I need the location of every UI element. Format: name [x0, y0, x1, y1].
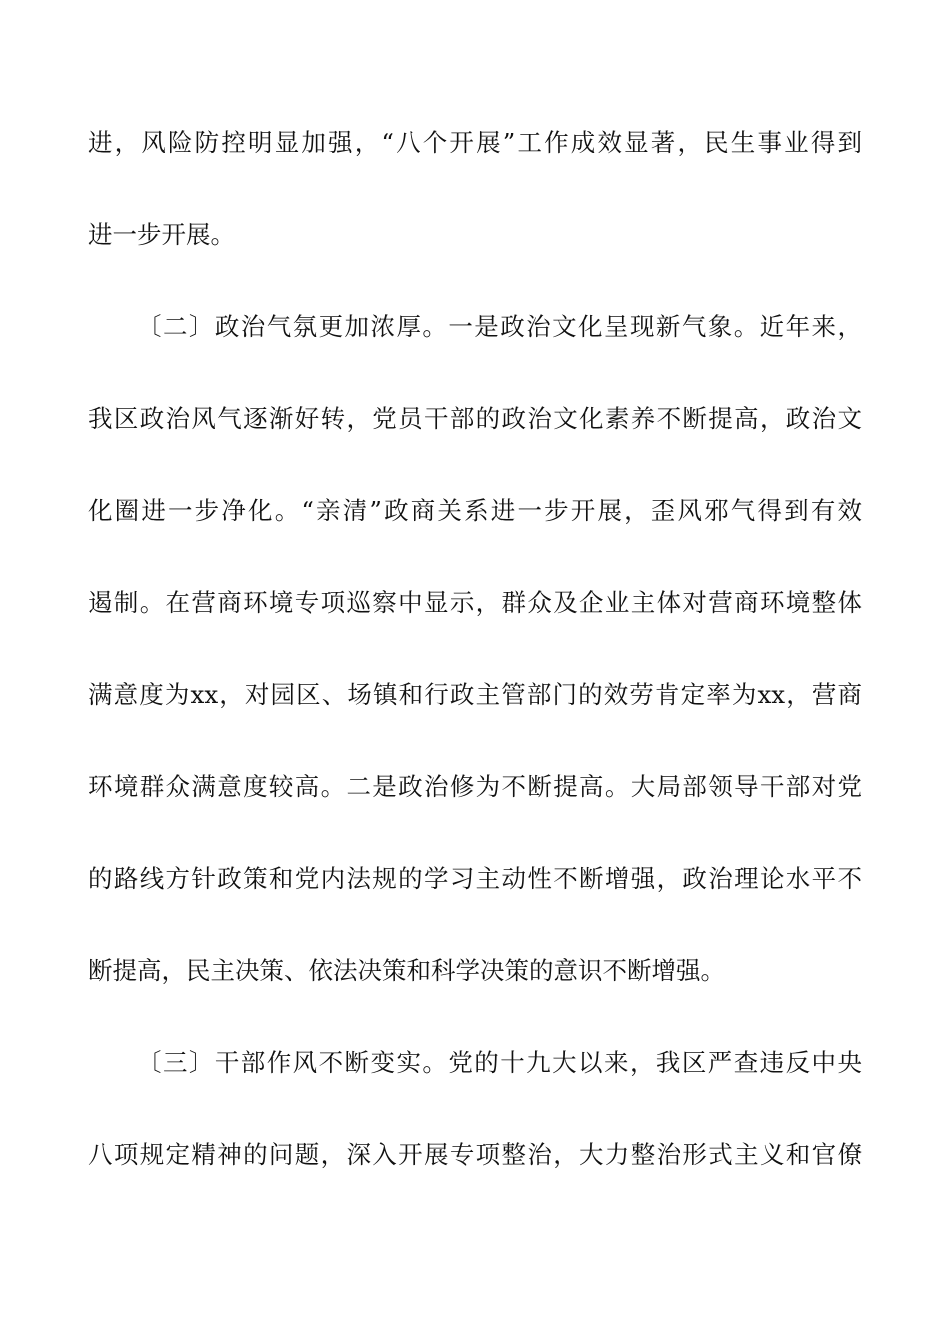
paragraph-heading-3: 〔三〕干部作风不断变实。党的十九大以来，我区严查违反中央: [137, 1048, 862, 1077]
text-line-6: 遏制。在营商环境专项巡察中显示，群众及企业主体对营商环境整体: [88, 588, 862, 617]
text-line-7: 满意度为xx，对园区、场镇和行政主管部门的效劳肯定率为xx，营商: [88, 680, 862, 709]
text-line-2: 进一步开展。: [88, 220, 235, 249]
text-line-12: 八项规定精神的问题，深入开展专项整治，大力整治形式主义和官僚: [88, 1140, 862, 1169]
text-line-8: 环境群众满意度较高。二是政治修为不断提高。大局部领导干部对党: [88, 772, 862, 801]
text-line-5: 化圈进一步净化。“亲清”政商关系进一步开展，歪风邪气得到有效: [88, 496, 862, 525]
paragraph-heading-2: 〔二〕政治气氛更加浓厚。一是政治文化呈现新气象。近年来，: [137, 312, 862, 341]
text-line-4: 我区政治风气逐渐好转，党员干部的政治文化素养不断提高，政治文: [88, 404, 862, 433]
text-line-1: 进，风险防控明显加强，“八个开展”工作成效显著，民生事业得到: [88, 128, 862, 157]
text-line-9: 的路线方针政策和党内法规的学习主动性不断增强，政治理论水平不: [88, 864, 862, 893]
text-line-10: 断提高，民主决策、依法决策和科学决策的意识不断增强。: [88, 956, 725, 985]
